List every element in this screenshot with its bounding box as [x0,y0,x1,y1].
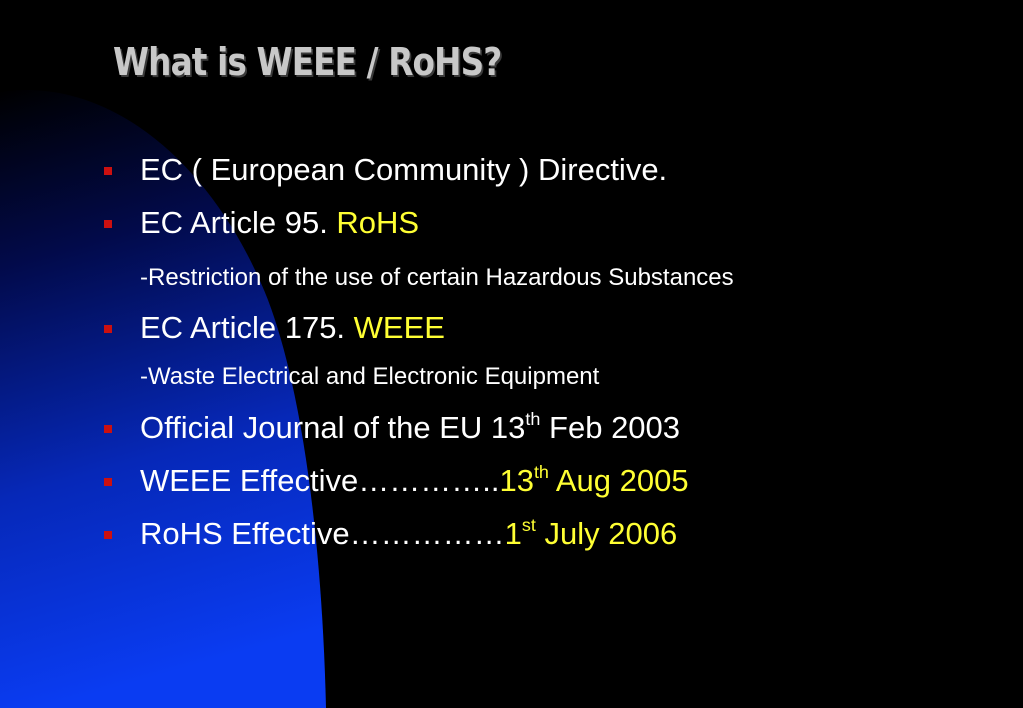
sub-text: -Waste Electrical and Electronic Equipment [140,363,600,390]
highlight-rohs: RoHS [336,205,420,240]
bullet-square-icon [104,167,112,175]
ordinal-suffix: th [533,461,549,482]
bullet-text: EC Article 95. [140,205,337,240]
bullet-text: EC Article 175. [140,310,354,345]
sub-item-restriction [140,264,734,292]
bullet-text: Official Journal of the EU 13 [140,410,526,445]
highlight-date-rest: July 2006 [535,516,678,551]
bullet-square-icon [104,478,112,486]
highlight-weee: WEEE [353,310,445,345]
highlight-date-day: 1 [504,516,522,551]
bullet-text: RoHS Effective…………… [140,516,505,551]
bullet-item-rohs-effective [140,516,677,552]
highlight-date-day: 13 [499,463,534,498]
bullet-square-icon [104,531,112,539]
bullet-text-date: Feb 2003 [540,410,681,445]
bullet-text: WEEE Effective………….. [140,463,500,498]
bullet-square-icon [104,325,112,333]
sub-text: -Restriction of the use of certain Hazardous Substances [140,264,734,291]
bullet-item-article-175 [140,310,445,346]
bullet-item-article-95 [140,205,419,241]
bullet-item-ec-directive [140,152,667,188]
bullet-item-weee-effective [140,463,689,499]
bullet-item-official-journal [140,410,680,446]
bullet-text: EC ( European Community ) Directive. [140,152,668,187]
bullet-square-icon [104,220,112,228]
sub-item-waste [140,363,599,391]
bullet-square-icon [104,425,112,433]
highlight-date-rest: Aug 2005 [548,463,689,498]
slide-title: What is WEEE / RoHS? [113,40,502,84]
ordinal-suffix: st [521,514,536,535]
ordinal-suffix: th [525,408,541,429]
